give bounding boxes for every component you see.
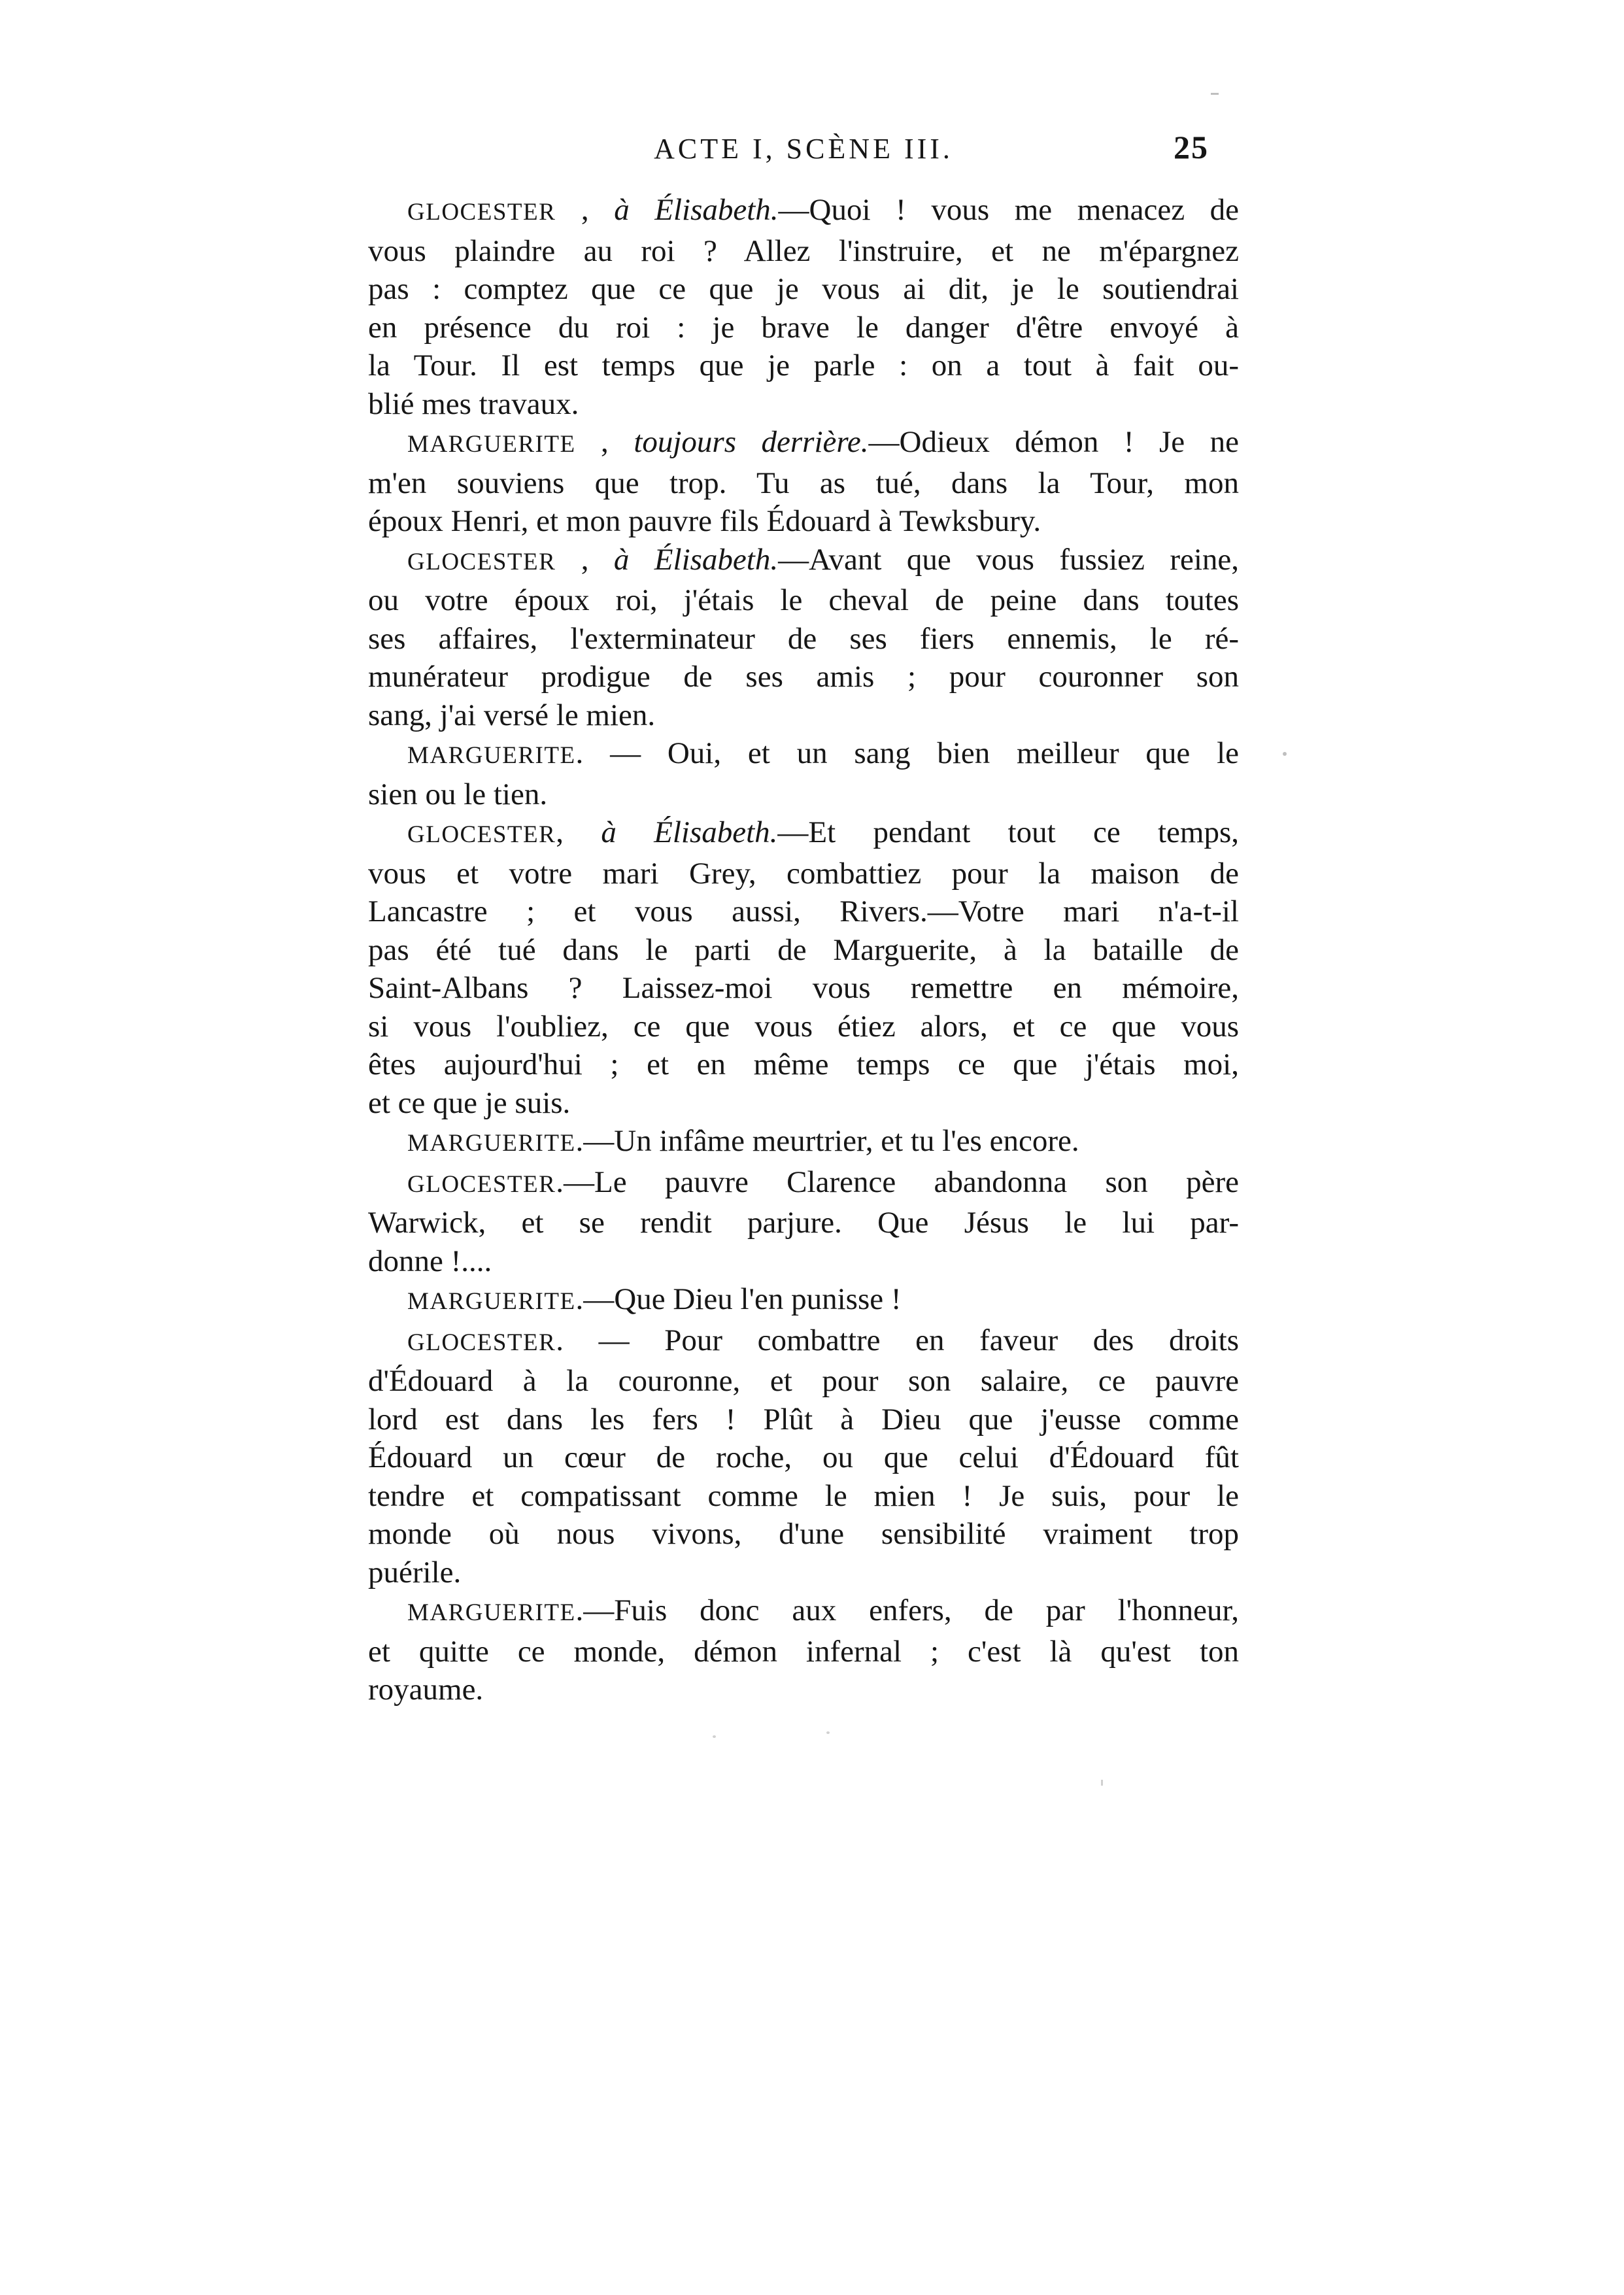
dialogue-line: [368, 232, 1239, 271]
dialogue-text: monde où nous vivons, d'une sensibilité vraiment trop: [368, 1517, 1239, 1551]
dialogue-paragraph: [368, 1280, 1239, 1321]
dialogue-paragraph: [368, 191, 1239, 423]
dialogue-line: [368, 1438, 1239, 1477]
dialogue-text: .—Le pauvre Clarence abandonna son père: [556, 1164, 1239, 1199]
dialogue-line: [368, 502, 1239, 541]
dialogue-text: .—Un infâme meurtrier, et tu l'es encore.: [575, 1124, 1079, 1158]
dialogue-text: munérateur prodigue de ses amis ; pour couronner son: [368, 660, 1239, 694]
dialogue-line: [368, 464, 1239, 503]
dialogue-line: [368, 1008, 1239, 1046]
dialogue-line: [368, 1242, 1239, 1281]
scan-speck: [826, 1731, 830, 1734]
page-number: 25: [1174, 129, 1209, 165]
dialogue-text: blié mes travaux.: [368, 386, 579, 421]
speaker-name: GLOCESTER: [407, 821, 556, 848]
dialogue-text: Édouard un cœur de roche, ou que celui d'Édouard fût: [368, 1440, 1239, 1474]
dialogue-line: [368, 931, 1239, 970]
dialogue-text: ,: [575, 425, 634, 459]
dialogue-text: et quitte ce monde, démon infernal ; c'est là qu'est ton: [368, 1634, 1239, 1669]
speaker-name: MARGUERITE: [407, 1130, 576, 1157]
dialogue-text: pas été tué dans le parti de Marguerite, à la bataille de: [368, 932, 1239, 967]
dialogue-text: sien ou le tien.: [368, 777, 548, 811]
speaker-name: MARGUERITE: [407, 742, 576, 769]
dialogue-text: pas : comptez que ce que je vous ai dit, je le soutiendrai: [368, 272, 1239, 306]
dialogue-text: puérile.: [368, 1555, 462, 1590]
dialogue-paragraph: [368, 734, 1239, 813]
speaker-name: MARGUERITE: [407, 1599, 576, 1626]
dialogue-line: [368, 1163, 1239, 1204]
speaker-name: MARGUERITE: [407, 431, 576, 458]
dialogue-body: [368, 191, 1239, 1709]
dialogue-text: et ce que je suis.: [368, 1085, 571, 1120]
stage-direction: à Élisabeth.: [613, 542, 779, 577]
stage-direction: à Élisabeth.: [614, 193, 779, 227]
dialogue-line: [368, 1671, 1239, 1709]
stage-direction: toujours derrière.: [634, 425, 869, 459]
dialogue-text: —Et pendant tout ce temps,: [777, 815, 1240, 849]
dialogue-text: tendre et compatissant comme le mien ! Je suis, pour le: [368, 1478, 1239, 1513]
dialogue-paragraph: [368, 1163, 1239, 1281]
dialogue-paragraph: [368, 1321, 1239, 1592]
dialogue-paragraph: [368, 1591, 1239, 1709]
dialogue-line: [368, 775, 1239, 814]
dialogue-line: [368, 1204, 1239, 1242]
dialogue-line: [368, 1046, 1239, 1084]
running-header: [368, 129, 1239, 170]
dialogue-text: —Odieux démon ! Je ne: [868, 425, 1240, 459]
speaker-name: GLOCESTER: [407, 1170, 556, 1198]
dialogue-text: ,: [556, 193, 615, 227]
dialogue-text: m'en souviens que trop. Tu as tué, dans la Tour, mon: [368, 466, 1239, 500]
dialogue-text: ,: [556, 815, 601, 849]
dialogue-line: [368, 191, 1239, 232]
dialogue-text: sang, j'ai versé le mien.: [368, 698, 656, 732]
dialogue-line: [368, 423, 1239, 464]
page-title: ACTE I, SCÈNE III.: [654, 133, 953, 165]
dialogue-text: . — Pour combattre en faveur des droits: [556, 1323, 1239, 1357]
dialogue-text: vous et votre mari Grey, combattiez pour la maison de: [368, 856, 1239, 891]
dialogue-line: [368, 855, 1239, 893]
dialogue-text: vous plaindre au roi ? Allez l'instruire, et ne m'épargnez: [368, 233, 1239, 268]
dialogue-line: [368, 1280, 1239, 1321]
dialogue-line: [368, 696, 1239, 735]
dialogue-paragraph: [368, 423, 1239, 541]
stage-direction: à Élisabeth.: [601, 815, 778, 849]
dialogue-line: [368, 1084, 1239, 1123]
dialogue-text: Saint-Albans ? Laissez-moi vous remettre en mémoire,: [368, 971, 1239, 1005]
scan-speck: [1211, 93, 1219, 95]
dialogue-text: donne !....: [368, 1244, 492, 1278]
dialogue-line: [368, 347, 1239, 385]
speaker-name: MARGUERITE: [407, 1288, 576, 1315]
dialogue-line: [368, 1554, 1239, 1592]
dialogue-text: d'Édouard à la couronne, et pour son salaire, ce pauvre: [368, 1364, 1239, 1398]
dialogue-line: [368, 969, 1239, 1008]
dialogue-text: la Tour. Il est temps que je parle : on a tout à fait ou-: [368, 348, 1239, 382]
dialogue-line: [368, 1591, 1239, 1633]
dialogue-paragraph: [368, 541, 1239, 735]
dialogue-line: [368, 581, 1239, 620]
dialogue-line: [368, 1633, 1239, 1671]
dialogue-line: [368, 1401, 1239, 1439]
speaker-name: GLOCESTER: [407, 199, 556, 226]
dialogue-line: [368, 541, 1239, 582]
speaker-name: GLOCESTER: [407, 1329, 556, 1356]
dialogue-line: [368, 658, 1239, 696]
dialogue-text: —Avant que vous fussiez reine,: [778, 542, 1239, 577]
dialogue-line: [368, 1321, 1239, 1363]
dialogue-text: ou votre époux roi, j'étais le cheval de peine dans toutes: [368, 583, 1239, 617]
scan-speck: [1101, 1780, 1103, 1786]
dialogue-line: [368, 270, 1239, 309]
dialogue-text: .—Fuis donc aux enfers, de par l'honneur,: [575, 1593, 1239, 1627]
dialogue-text: Lancastre ; et vous aussi, Rivers.—Votre mari n'a-t-il: [368, 894, 1239, 928]
dialogue-line: [368, 892, 1239, 931]
dialogue-text: en présence du roi : je brave le danger d'être envoyé à: [368, 310, 1239, 345]
dialogue-line: [368, 813, 1239, 855]
dialogue-text: époux Henri, et mon pauvre fils Édouard à Tewksbury.: [368, 504, 1041, 538]
dialogue-text: royaume.: [368, 1673, 484, 1707]
dialogue-line: [368, 309, 1239, 347]
dialogue-text: . — Oui, et un sang bien meilleur que le: [575, 736, 1239, 770]
scan-speck: [1283, 752, 1287, 756]
dialogue-text: .—Que Dieu l'en punisse !: [575, 1282, 902, 1316]
dialogue-text: lord est dans les fers ! Plût à Dieu que j'eusse comme: [368, 1402, 1239, 1436]
text-column: [368, 129, 1240, 1709]
dialogue-paragraph: [368, 813, 1239, 1122]
dialogue-line: [368, 734, 1239, 775]
dialogue-text: si vous l'oubliez, ce que vous étiez alors, et ce que vous: [368, 1009, 1239, 1044]
speaker-name: GLOCESTER: [407, 548, 556, 575]
dialogue-line: [368, 1362, 1239, 1401]
dialogue-text: ses affaires, l'exterminateur de ses fiers ennemis, le ré-: [368, 621, 1239, 656]
dialogue-line: [368, 1122, 1239, 1163]
dialogue-line: [368, 620, 1239, 658]
dialogue-line: [368, 1477, 1239, 1516]
dialogue-line: [368, 385, 1239, 424]
scan-speck: [713, 1735, 716, 1738]
dialogue-text: êtes aujourd'hui ; et en même temps ce que j'étais moi,: [368, 1047, 1239, 1081]
dialogue-line: [368, 1515, 1239, 1554]
dialogue-text: —Quoi ! vous me menacez de: [778, 193, 1239, 227]
dialogue-text: ,: [556, 542, 614, 577]
dialogue-paragraph: [368, 1122, 1239, 1163]
dialogue-text: Warwick, et se rendit parjure. Que Jésus le lui par-: [368, 1206, 1239, 1240]
